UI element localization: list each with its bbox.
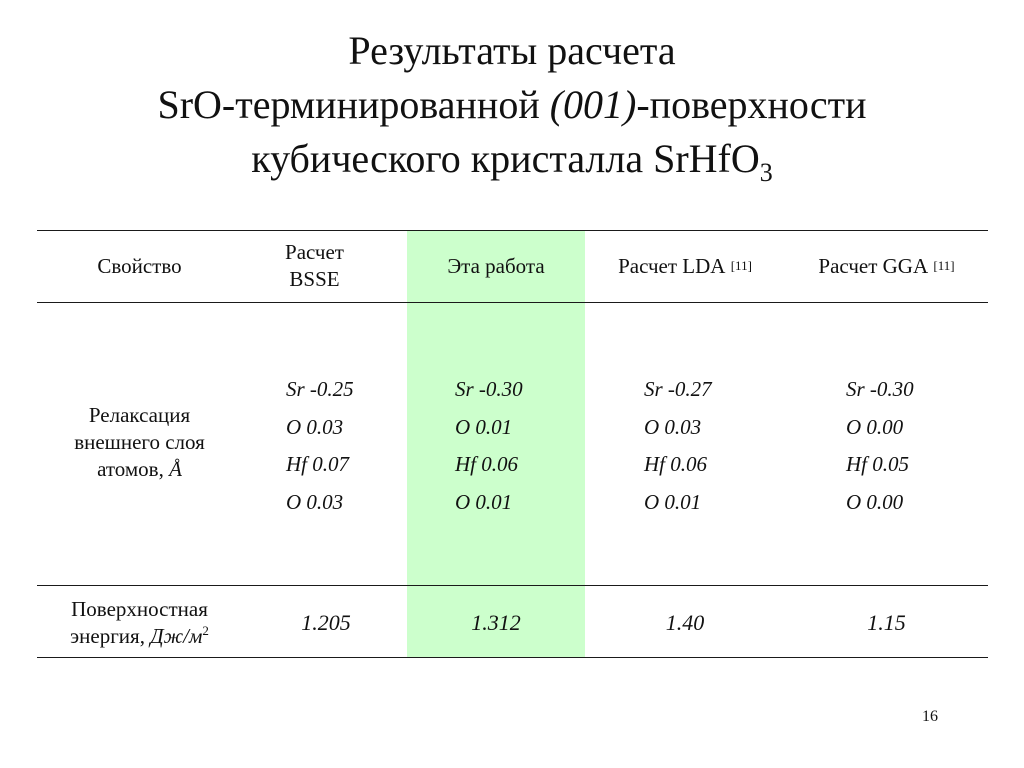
relaxation-value: O 0.03 (286, 489, 344, 514)
header-bsse (237, 230, 392, 302)
title-surface-index: (001) (549, 82, 637, 127)
relaxation-value: O 0.00 (846, 414, 904, 439)
header-bsse-line-1: Расчет (285, 240, 344, 264)
relaxation-label-line-3 (37, 456, 242, 483)
header-gga: Расчет GGA [11] (818, 253, 955, 278)
energy-label (37, 596, 242, 650)
energy-label-line-1: Поверхностная (71, 597, 208, 621)
page-number: 16 (922, 708, 938, 725)
energy-label-prefix: энергия, (70, 624, 151, 648)
relaxation-value: Hf 0.07 (286, 452, 349, 476)
relaxation-value: Sr -0.30 (846, 377, 914, 401)
relaxation-label-line-2: внешнего слоя (74, 430, 205, 454)
relaxation-value: O 0.01 (644, 489, 702, 514)
header-lda: Расчет LDA [11] (618, 253, 752, 278)
title-line-2-suffix: -поверхности (636, 82, 867, 127)
relaxation-value: O 0.03 (644, 414, 702, 439)
energy-value-gga: 1.15 (867, 610, 906, 635)
relaxation-value: Hf 0.06 (455, 452, 518, 476)
relaxation-value: O 0.01 (455, 489, 513, 514)
relaxation-value: O 0.00 (846, 489, 904, 514)
energy-label-line-2 (37, 623, 242, 650)
relaxation-label-prefix: атомов, (97, 457, 170, 481)
relaxation-value: Sr -0.25 (286, 377, 354, 401)
title-line-3 (0, 132, 1024, 186)
slide-title (0, 24, 1024, 186)
relaxation-value: Hf 0.06 (644, 452, 707, 476)
relaxation-values-lda (644, 371, 712, 521)
header-this-work: Эта работа (447, 253, 545, 278)
energy-unit: Дж/м (150, 624, 203, 648)
energy-value-bsse: 1.205 (301, 610, 351, 635)
title-line-1: Результаты расчета (348, 28, 676, 73)
header-property: Свойство (97, 253, 182, 278)
relaxation-value: Sr -0.27 (644, 377, 712, 401)
relaxation-value: Sr -0.30 (455, 377, 523, 401)
relaxation-value: Hf 0.05 (846, 452, 909, 476)
header-bottom-rule (37, 302, 988, 303)
relaxation-unit: Å (169, 457, 182, 481)
title-formula-subscript: 3 (759, 158, 773, 187)
relaxation-values-gga (846, 371, 914, 521)
title-line-2-prefix: SrO-терминированной (157, 82, 550, 127)
relaxation-values-this-work (455, 371, 523, 521)
header-lda-label: Расчет LDA (618, 253, 726, 278)
relaxation-value: O 0.03 (286, 414, 344, 439)
title-line-3-text: кубического кристалла SrHfO (251, 136, 760, 181)
relaxation-value: O 0.01 (455, 414, 513, 439)
table-bottom-rule (37, 657, 988, 658)
header-bsse-line-2: BSSE (289, 267, 340, 291)
energy-value-this-work: 1.312 (471, 610, 521, 635)
energy-unit-exponent: 2 (202, 623, 209, 638)
row-separator-rule (37, 585, 988, 586)
relaxation-values-bsse (286, 371, 354, 521)
relaxation-label (37, 402, 242, 483)
relaxation-label-line-1: Релаксация (88, 403, 191, 427)
results-table (37, 230, 988, 658)
energy-value-lda: 1.40 (665, 610, 705, 635)
header-gga-label: Расчет GGA (818, 253, 929, 278)
title-line-2 (0, 78, 1024, 132)
